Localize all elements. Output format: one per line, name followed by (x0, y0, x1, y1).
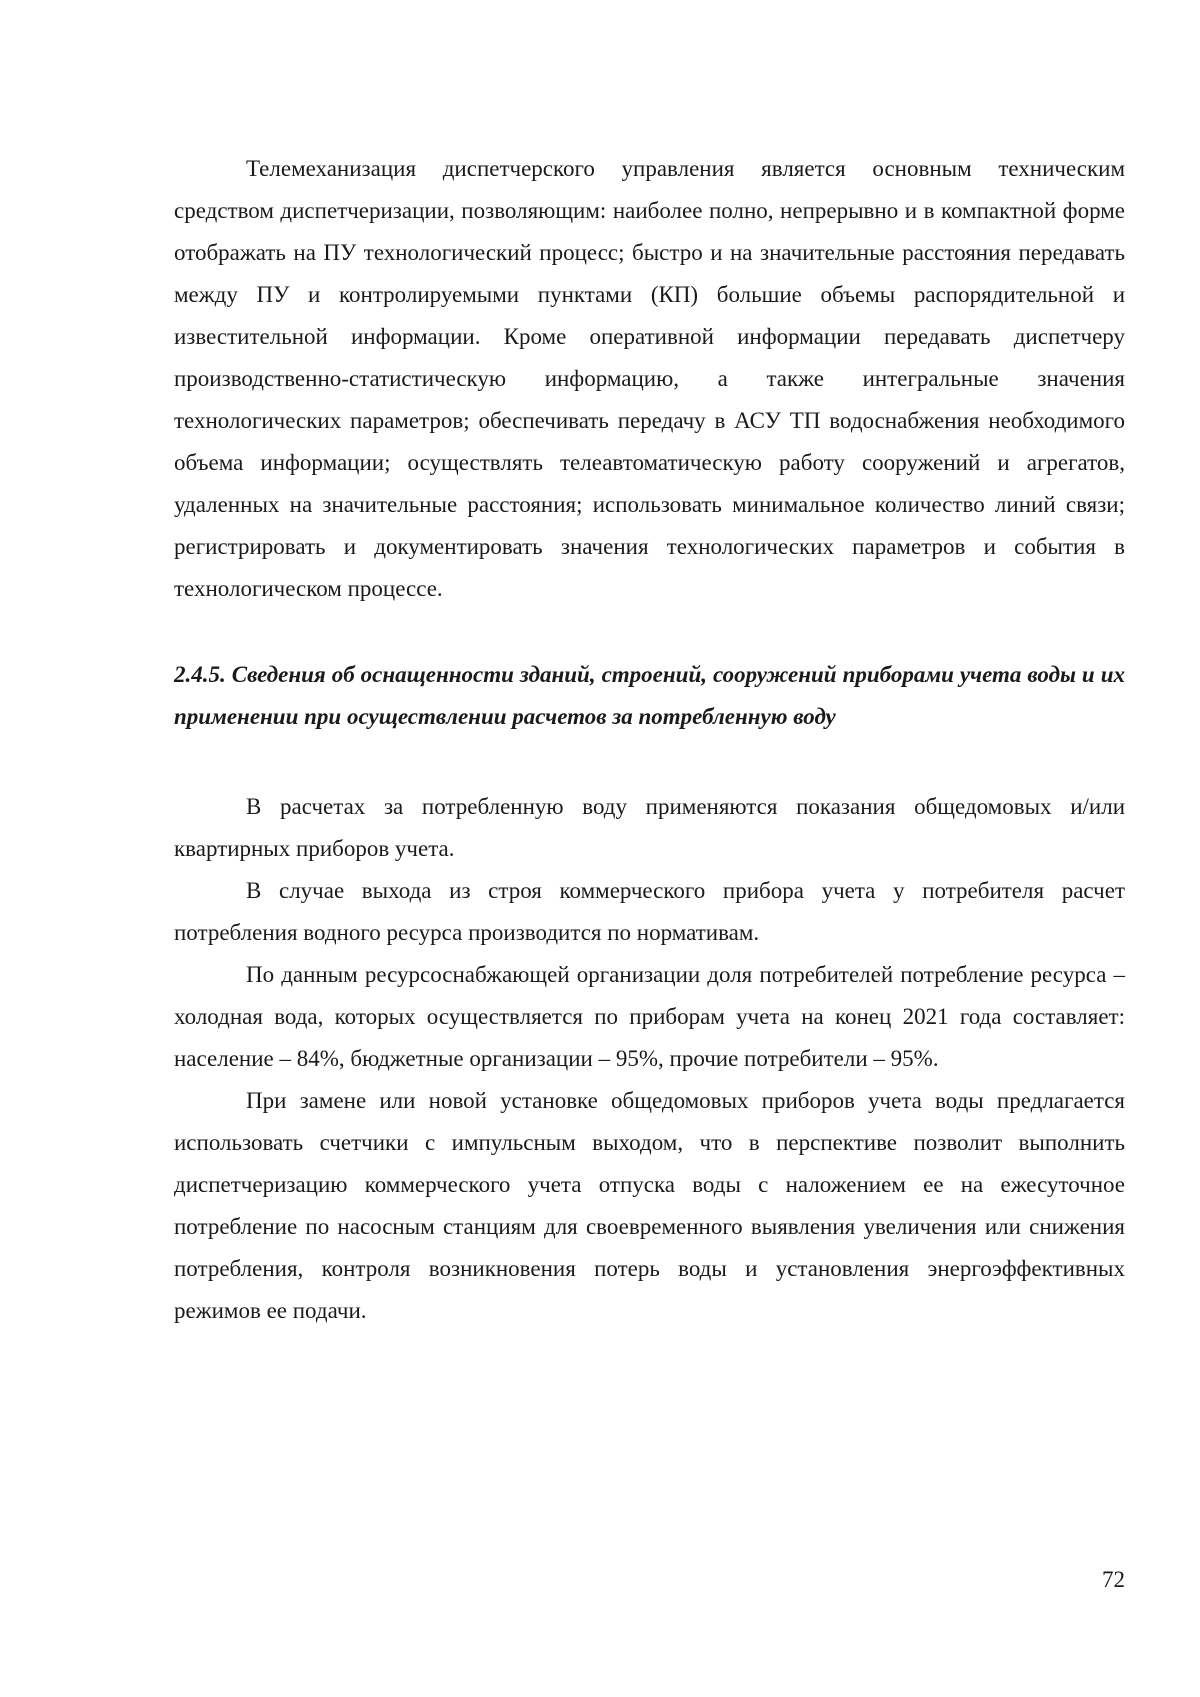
page-number: 72 (1102, 1567, 1125, 1592)
page-content (174, 148, 1125, 1332)
paragraph-consumer-share: По данным ресурсоснабжающей организации доля потребителей потребление ресурса – холодная вода, которых осуществляется по приборам учета на конец 2021 года составляет: население – 84%, бюджетные организации – 95%, прочие потребители – 95%. (174, 962, 1125, 1071)
paragraph-telemechanization: Телемеханизация диспетчерского управления является основным техническим средством диспетчеризации, позволяющим: наиболее полно, непрерывно и в компактной форме отображать на ПУ технологический процесс; быстро и на значительные расстояния передавать между ПУ и контролируемыми пунктами (КП) большие объемы распорядительной и известительной информации. Кроме оперативной информации передавать диспетчеру производственно-статистическую информацию, а также интегральные значения технологических параметров; обеспечивать передачу в АСУ ТП водоснабжения необходимого объема информации; осуществлять телеавтоматическую работу сооружений и агрегатов, удаленных на значительные расстояния; использовать минимальное количество линий связи; регистрировать и документировать значения технологических параметров и события в технологическом процессе. (174, 156, 1125, 601)
paragraph-metering-readings: В расчетах за потребленную воду применяются показания общедомовых и/или квартирных приборов учета. (174, 794, 1125, 861)
paragraph-meter-failure: В случае выхода из строя коммерческого прибора учета у потребителя расчет потребления водного ресурса производится по нормативам. (174, 878, 1125, 945)
paragraph-meter-replacement: При замене или новой установке общедомовых приборов учета воды предлагается использовать счетчики с импульсным выходом, что в перспективе позволит выполнить диспетчеризацию коммерческого учета отпуска воды с наложением ее на ежесуточное потребление по насосным станциям для своевременного выявления увеличения или снижения потребления, контроля возникновения потерь воды и установления энергоэффективных режимов ее подачи. (174, 1088, 1125, 1323)
section-heading: 2.4.5. Сведения об оснащенности зданий, строений, сооружений приборами учета воды и их применении при осуществлении расчетов за потребленную воду (174, 662, 1125, 729)
